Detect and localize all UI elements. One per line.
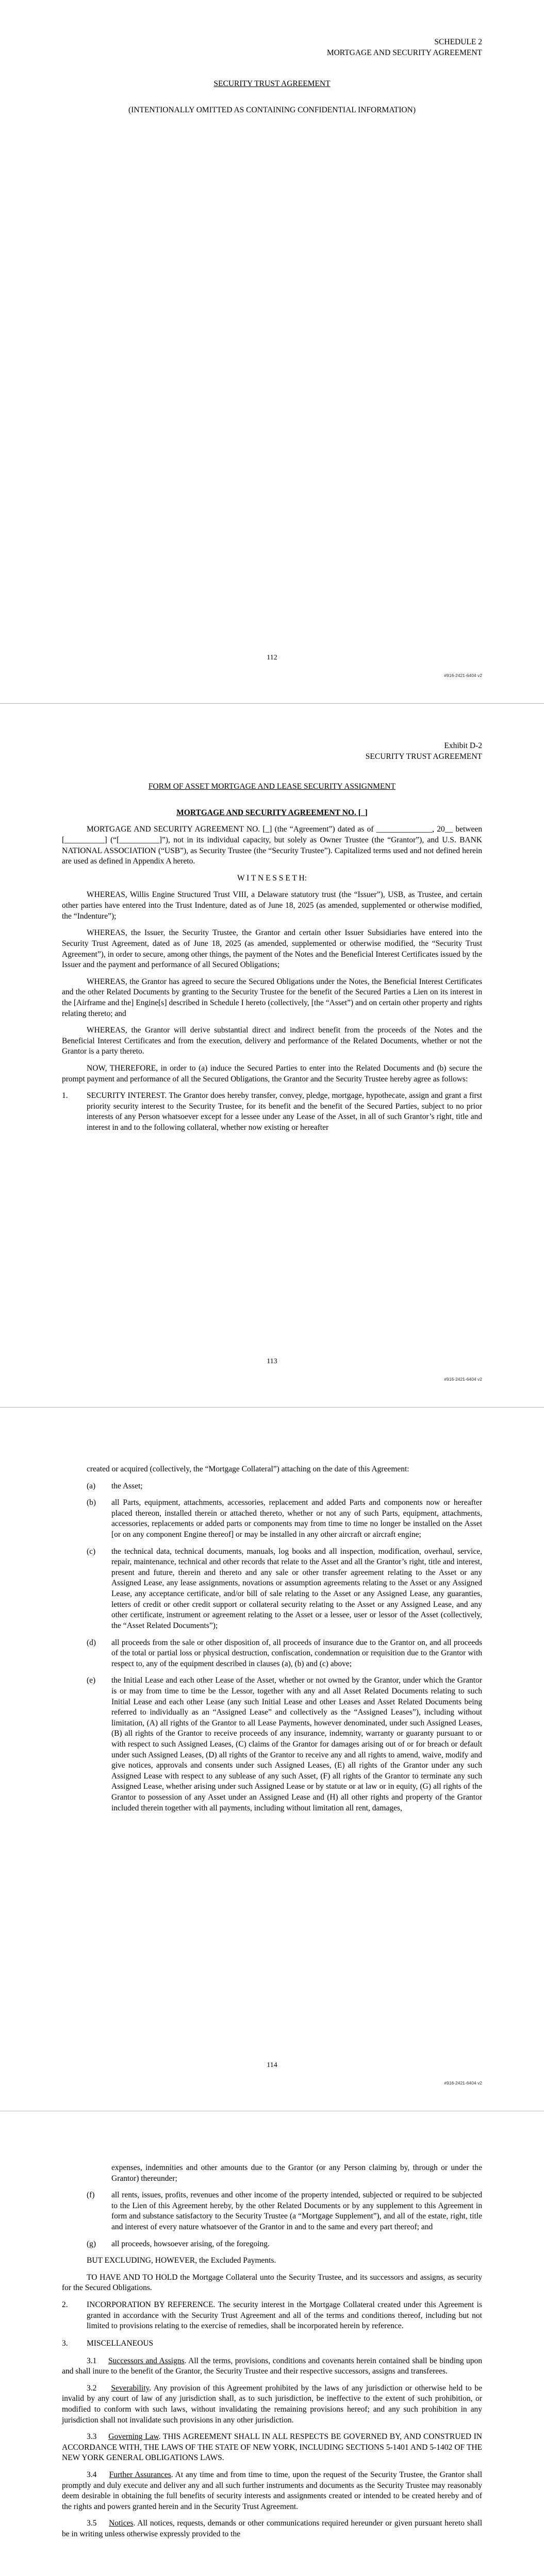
whereas-paragraph: WHEREAS, the Grantor will derive substantial direct and indirect benefit from the proceeds of the Notes and the Beneficial Interest Certificates and from the execution, delivery and performance of the Related Documents, whether or not the Grantor is a party thereto. <box>62 1026 482 1056</box>
whereas-paragraph: WHEREAS, the Grantor has agreed to secure the Secured Obligations under the Notes, the Beneficial Interest Certificates and the other Related Documents by granting to the Security Trustee for the benefit of the Secured Parties a Lien on its interest in the [Airframe and the] Engine[s] described in Schedule I hereto (collectively, [the “Asset”) and on certain other property and rights relating thereto; and <box>62 977 482 1018</box>
item-text: all proceeds, howsoever arising, of the foregoing. <box>111 2239 270 2248</box>
agreement-heading: MORTGAGE AND SECURITY AGREEMENT NO. [_] <box>176 808 368 817</box>
subsection-number: 3.4 <box>87 2470 97 2480</box>
subsection-heading: Governing Law <box>108 2432 159 2442</box>
page-number: 112 <box>267 654 277 662</box>
subsection-3-5 <box>62 2518 482 2539</box>
subsection-text: . Any provision of this Agreement prohibited by the laws of any jurisdiction or otherwise held to be invalid by any court of law of any jurisdiction shall, as to such jurisdiction, be ineffective to the extent of such prohibition, or modified to conform with such laws, without invalidating the remaining provisions hereof; and any such prohibition in any jurisdiction shall not invalidate such provisions in any other jurisdiction. <box>62 2383 483 2425</box>
list-item <box>87 2190 482 2232</box>
exhibit-label: Exhibit D-2 <box>444 741 482 750</box>
subsection-number: 3.5 <box>87 2519 97 2528</box>
page-content <box>62 2163 482 2546</box>
list-item <box>87 2239 482 2250</box>
item-label: (f) <box>87 2191 95 2200</box>
subsection-text: . All notices, requests, demands or other communications required hereunder or given pursuant hereto shall be in writing unless otherwise expressly provided to the <box>62 2519 482 2539</box>
footer-code: #916-2421-6404 v2 <box>444 673 482 678</box>
whereas-paragraph: WHEREAS, Willis Engine Structured Trust VIII, a Delaware statutory trust (the “Issuer”), USB, as Trustee, and certain other parties have entered into the Trust Indenture, dated as of June 18, 2025 (as amended, supplemented or otherwise modified, the “Indenture”); <box>62 890 482 921</box>
subsection-heading: Further Assurances <box>109 2470 171 2480</box>
section-3 <box>62 2338 482 2349</box>
subsection-3-3 <box>62 2432 482 2464</box>
continued-text: created or acquired (collectively, the “Mortgage Collateral”) attaching on the date of this Agreement: <box>87 1465 409 1473</box>
subsection-3-4 <box>62 2470 482 2512</box>
whereas-paragraph: WHEREAS, the Issuer, the Security Trustee, the Grantor and certain other Issuer Subsidiaries have entered into the Security Trust Agreement, dated as of June 18, 2025 (as amended, supplemented or otherwise modified, the “Security Trust Agreement”), in order to secure, among other things, the payment of the Notes and the Beneficial Interest Certificates issued by the Issuer and the payment and performance of all Secured Obligations; <box>62 928 482 970</box>
item-text: all proceeds from the sale or other disposition of, all proceeds of insurance due to the Grantor on, and all proceeds of the total or partial loss or physical destruction, confiscation, condemnation or requisition due to the Grantor with respect to, any of the equipment described in clauses (a), (b) and (c) above; <box>111 1638 482 1668</box>
subsection-heading: Severability <box>111 2383 150 2393</box>
section-number: 3. <box>62 2338 68 2348</box>
item-label: (e) <box>87 1676 96 1685</box>
item-text: the Asset; <box>111 1481 143 1490</box>
page-112 <box>0 0 544 703</box>
page-114 <box>0 1408 544 2111</box>
subsection-text: . All the terms, provisions, conditions and covenants herein contained shall be binding upon and shall inure to the benefit of the Grantor, the Security Trustee and their respective successors, assigns and transferees. <box>62 2356 482 2376</box>
item-label: (b) <box>87 1498 96 1507</box>
subsection-heading: Successors and Assigns <box>108 2356 185 2365</box>
page-number: 114 <box>267 2061 277 2069</box>
item-text: all Parts, equipment, attachments, accessories, replacement and added Parts and components now or hereafter placed thereon, installed therein or attached thereto, whether or not any of such Parts, equipment, attachments, accessories, replacements or added parts or components may from time to time no longer be installed on the Asset [or on any component Engine thereof] or may be installed in any other aircraft or aircraft engine; <box>111 1498 482 1539</box>
page-content <box>62 741 482 1140</box>
page-113 <box>0 704 544 1407</box>
footer-code: #916-2421-6404 v2 <box>444 2080 482 2086</box>
form-title: FORM OF ASSET MORTGAGE AND LEASE SECURITY ASSIGNMENT <box>148 782 396 791</box>
subsection-number: 3.3 <box>87 2432 97 2442</box>
item-text: all rents, issues, profits, revenues and other income of the property intended, subjected or required to be subjected to the Lien of this Agreement hereby, by the other Related Documents or by any supplement to this Agreement in form and substance satisfactory to the Security Trustee (a “Mortgage Supplement”), and all of the estate, right, title and interest of every nature whatsoever of the Grantor in and to the same and every part thereof; and <box>111 2191 482 2232</box>
item-label: (a) <box>87 1481 96 1490</box>
schedule-label: SCHEDULE 2 <box>434 38 482 46</box>
section-text: MISCELLANEOUS <box>87 2338 154 2348</box>
subsection-3-1 <box>62 2356 482 2377</box>
section-number: 2. <box>62 2300 68 2310</box>
schedule-title: MORTGAGE AND SECURITY AGREEMENT <box>326 48 482 57</box>
section-number: 1. <box>62 1091 68 1100</box>
item-text: the Initial Lease and each other Lease of the Asset, whether or not owned by the Grantor, under which the Grantor is or may from time to time be the Lessor, together with any and all Asset Related Documents relating to such Initial Lease and each other Lease (any such Initial Lease and other Leases and Asset Related Documents being referred to individually as an “Assigned Lease” and collectively as the “Assigned Leases”), including without limitation, (A) all rights of the Grantor to all Lease Payments, however denominated, under such Assigned Leases, (B) all rights of the Grantor to receive proceeds of any insurance, indemnity, warranty or guaranty pursuant to or with respect to such Assigned Leases, (C) claims of the Grantor for damages arising out of or for breach or default under such Assigned Leases, (D) all rights of the Grantor to receive any and all rights to amend, waive, modify and give notices, approvals and consents under such Assigned Leases, (E) all rights of the Grantor under any such Assigned Lease with respect to any sublease of any such Asset, (F) all rights of the Grantor to terminate any such Assigned Lease, whether arising under such Assigned Lease or by statute or at law or in equity, (G) all rights of the Grantor to possession of any Asset under an Assigned Lease and (H) all other rights and property of the Grantor included therein together with all payments, including without limitation all rent, damages, <box>111 1676 482 1812</box>
list-item <box>87 1498 482 1540</box>
subsection-number: 3.2 <box>87 2383 97 2393</box>
habendum-paragraph: TO HAVE AND TO HOLD the Mortgage Collateral unto the Security Trustee, and its successors and assigns, as security for the Secured Obligations. <box>62 2273 482 2293</box>
subsection-text: . At any time and from time to time, upon the request of the Security Trustee, the Grantor shall promptly and duly execute and deliver any and all such further instruments and documents as the Security Trustee may reasonably deem desirable in obtaining the full benefits of security interests and assignments created or intended to be created hereby and of the rights and powers granted herein and in the Security Trust Agreement. <box>62 2470 482 2511</box>
section-2 <box>62 2300 482 2332</box>
section-text: INCORPORATION BY REFERENCE. The security interest in the Mortgage Collateral created under this Agreement is granted in accordance with the Security Trust Agreement and all of the terms and conditions thereof, including but not limited to provisions relating to the exercise of remedies, shall be incorporated herein by reference. <box>87 2300 482 2331</box>
list-item <box>87 1638 482 1670</box>
page-number: 113 <box>267 1358 277 1365</box>
continued-text: expenses, indemnities and other amounts due to the Grantor (or any Person claiming by, through or under the Grantor) thereunder; <box>111 2163 482 2183</box>
now-therefore-paragraph: NOW, THEREFORE, in order to (a) induce the Secured Parties to enter into the Related Documents and (b) secure the prompt payment and performance of all the Secured Obligations, the Grantor and the Security Trustee hereby agree as follows: <box>62 1064 482 1083</box>
section-1 <box>62 1091 482 1133</box>
page-115 <box>0 2111 544 2576</box>
document-title: SECURITY TRUST AGREEMENT <box>213 79 331 89</box>
footer-code: #916-2421-6404 v2 <box>444 1377 482 1382</box>
item-label: (d) <box>87 1638 96 1647</box>
section-text: SECURITY INTEREST. The Grantor does hereby transfer, convey, pledge, mortgage, hypothecate, assign and grant a first priority security interest to the Security Trustee, for its benefit and the benefit of the Secured Parties, subject to no prior interests of any Person whatsoever except for a lessee under any Lease of the Asset, in all of such Grantor’s right, title and interest in and to the following collateral, whether now existing or hereafter <box>87 1091 482 1132</box>
intro-paragraph: MORTGAGE AND SECURITY AGREEMENT NO. [_] (the “Agreement”) dated as of ______________, 20__ between [__________] (“[__________]”), not in its individual capacity, but solely as Owner Trustee (the “Grantor”), and U.S. BANK NATIONAL ASSOCIATION (“USB”), as Security Trustee (the “Security Trustee”). Capitalized terms used and not defined herein are used as defined in Appendix A hereto. <box>62 825 482 866</box>
exhibit-title: SECURITY TRUST AGREEMENT <box>365 752 482 761</box>
omitted-notice: (INTENTIONALLY OMITTED AS CONTAINING CONFIDENTIAL INFORMATION) <box>128 105 416 114</box>
item-text: the technical data, technical documents, manuals, log books and all inspection, modification, overhaul, service, repair, maintenance, technical and other records that relate to the Asset and all the Grantor’s right, title and interest, present and future, therein and thereto and any sale or other transfer agreement relating to the Asset or any Assigned Lease, any lease assignments, novations or assumption agreements relating to the Asset or any Assigned Lease, any acceptance certificate, and/or bill of sale relating to the Asset or any Assigned Lease, any guaranties, letters of credit or other credit support or collateral security relating to the Asset or any Assigned Lease, and any other certificate, instrument or agreement relating to the Asset or a lessee, user or lessor of the Asset (collectively, the “Asset Related Documents”); <box>111 1547 482 1630</box>
page-content <box>62 37 482 122</box>
page-content <box>62 1464 482 1820</box>
list-item <box>87 1675 482 1814</box>
item-label: (g) <box>87 2239 96 2248</box>
witnesseth-heading: W I T N E S S E T H: <box>237 873 307 883</box>
excluding-paragraph: BUT EXCLUDING, HOWEVER, the Excluded Payments. <box>87 2256 276 2265</box>
subsection-heading: Notices <box>109 2519 134 2528</box>
list-item <box>87 1481 482 1492</box>
subsection-number: 3.1 <box>87 2356 97 2365</box>
item-label: (c) <box>87 1547 96 1556</box>
list-item <box>87 1547 482 1632</box>
subsection-3-2 <box>62 2383 482 2426</box>
subsection-text: . THIS AGREEMENT SHALL IN ALL RESPECTS BE GOVERNED BY, AND CONSTRUED IN ACCORDANCE WITH, THE LAWS OF THE STATE OF NEW YORK, INCLUDING SECTIONS 5-1401 AND 5-1402 OF THE NEW YORK GENERAL OBLIGATIONS LAWS. <box>62 2432 482 2463</box>
